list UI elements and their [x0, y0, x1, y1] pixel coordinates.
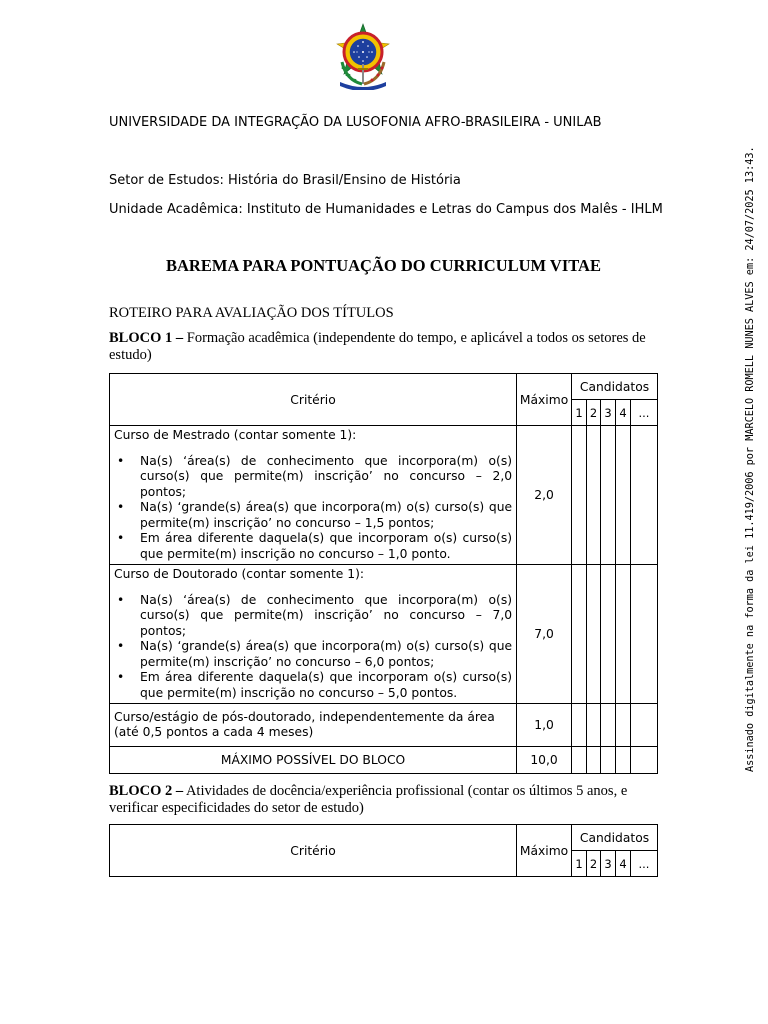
criterio-pos-doutorado: Curso/estágio de pós-doutorado, independentemente da área (até 0,5 pontos a cada 4 meses) — [110, 704, 517, 747]
score-cell[interactable] — [601, 704, 616, 747]
list-item: • Na(s) ‘grande(s) área(s) que incorpora(m) o(s) curso(s) que permite(m) inscrição’ no concurso – 6,0 pontos; — [140, 639, 512, 670]
candidate-col-4: 4 — [615, 851, 630, 877]
brasao-republica-icon — [332, 22, 394, 90]
max-value: 7,0 — [517, 565, 572, 704]
bloco-1-label: BLOCO 1 – — [109, 330, 184, 346]
score-cell[interactable] — [615, 426, 630, 565]
table-row — [110, 565, 658, 704]
barema-table-bloco-1 — [109, 373, 658, 774]
criterio-list — [114, 593, 512, 702]
header-criterio: Critério — [110, 374, 517, 426]
table-row-total — [110, 747, 658, 774]
score-cell[interactable] — [601, 565, 616, 704]
criterio-title: Curso de Doutorado (contar somente 1): — [114, 567, 365, 581]
list-item: • Em área diferente daquela(s) que incorporam o(s) curso(s) que permite(m) inscrição no concurso – 1,0 ponto. — [140, 531, 512, 562]
score-cell[interactable] — [630, 747, 657, 774]
total-max-value: 10,0 — [517, 747, 572, 774]
candidate-col-1: 1 — [572, 851, 587, 877]
bloco-1-heading — [109, 330, 658, 364]
score-cell[interactable] — [630, 426, 657, 565]
score-cell[interactable] — [587, 704, 601, 747]
score-cell[interactable] — [572, 426, 587, 565]
bloco-2-label: BLOCO 2 – — [109, 783, 184, 799]
candidate-col-more: ... — [630, 400, 657, 426]
bloco-1-text: Formação acadêmica (independente do tempo, e aplicável a todos os setores de estudo) — [109, 330, 646, 363]
bloco-2-text: Atividades de docência/experiência profissional (contar os últimos 5 anos, e verificar especificidades do setor de estudo) — [109, 783, 628, 816]
unidade-academica: Unidade Acadêmica: Instituto de Humanidades e Letras do Campus dos Malês - IHLM — [109, 202, 663, 217]
header-maximo: Máximo — [517, 374, 572, 426]
score-cell[interactable] — [601, 426, 616, 565]
max-value: 1,0 — [517, 704, 572, 747]
candidate-col-3: 3 — [601, 400, 616, 426]
barema-table-bloco-2 — [109, 824, 658, 877]
table-row — [110, 426, 658, 565]
header-criterio: Critério — [110, 825, 517, 877]
candidate-col-1: 1 — [572, 400, 587, 426]
score-cell[interactable] — [615, 565, 630, 704]
table-row — [110, 704, 658, 747]
score-cell[interactable] — [615, 747, 630, 774]
score-cell[interactable] — [572, 704, 587, 747]
candidate-col-4: 4 — [615, 400, 630, 426]
criterio-doutorado — [110, 565, 517, 704]
score-cell[interactable] — [630, 565, 657, 704]
list-item: • Na(s) ‘área(s) de conhecimento que incorpora(m) o(s) curso(s) que permite(m) inscrição’ no concurso – 7,0 pontos; — [140, 593, 512, 640]
score-cell[interactable] — [587, 565, 601, 704]
score-cell[interactable] — [572, 565, 587, 704]
list-item: • Em área diferente daquela(s) que incorporam o(s) curso(s) que permite(m) inscrição no concurso – 5,0 pontos. — [140, 670, 512, 701]
document-title: BAREMA PARA PONTUAÇÃO DO CURRICULUM VITAE — [166, 256, 601, 275]
candidate-col-2: 2 — [587, 400, 601, 426]
total-label: MÁXIMO POSSÍVEL DO BLOCO — [110, 747, 517, 774]
digital-signature-note: Assinado digitalmente na forma da lei 11.419/2006 por MARCELO ROMELL NUNES ALVES em: 24/07/2025 13:43. — [745, 146, 756, 772]
university-name: UNIVERSIDADE DA INTEGRAÇÃO DA LUSOFONIA AFRO-BRASILEIRA - UNILAB — [109, 115, 602, 130]
max-value: 2,0 — [517, 426, 572, 565]
criterio-title: Curso de Mestrado (contar somente 1): — [114, 428, 357, 442]
setor-de-estudos: Setor de Estudos: História do Brasil/Ensino de História — [109, 173, 461, 188]
criterio-mestrado — [110, 426, 517, 565]
score-cell[interactable] — [601, 747, 616, 774]
header-candidatos: Candidatos — [572, 374, 658, 400]
score-cell[interactable] — [587, 426, 601, 565]
score-cell[interactable] — [615, 704, 630, 747]
score-cell[interactable] — [587, 747, 601, 774]
list-item: • Na(s) ‘grande(s) área(s) que incorpora(m) o(s) curso(s) que permite(m) inscrição’ no concurso – 1,5 pontos; — [140, 500, 512, 531]
list-item: • Na(s) ‘área(s) de conhecimento que incorpora(m) o(s) curso(s) que permite(m) inscrição’ no concurso – 2,0 pontos; — [140, 454, 512, 501]
bloco-2-heading — [109, 783, 658, 817]
candidate-col-2: 2 — [587, 851, 601, 877]
candidate-col-3: 3 — [601, 851, 616, 877]
header-candidatos: Candidatos — [572, 825, 658, 851]
candidate-col-more: ... — [630, 851, 657, 877]
roteiro-heading: ROTEIRO PARA AVALIAÇÃO DOS TÍTULOS — [109, 305, 394, 321]
header-maximo: Máximo — [517, 825, 572, 877]
score-cell[interactable] — [630, 704, 657, 747]
score-cell[interactable] — [572, 747, 587, 774]
criterio-list — [114, 454, 512, 563]
